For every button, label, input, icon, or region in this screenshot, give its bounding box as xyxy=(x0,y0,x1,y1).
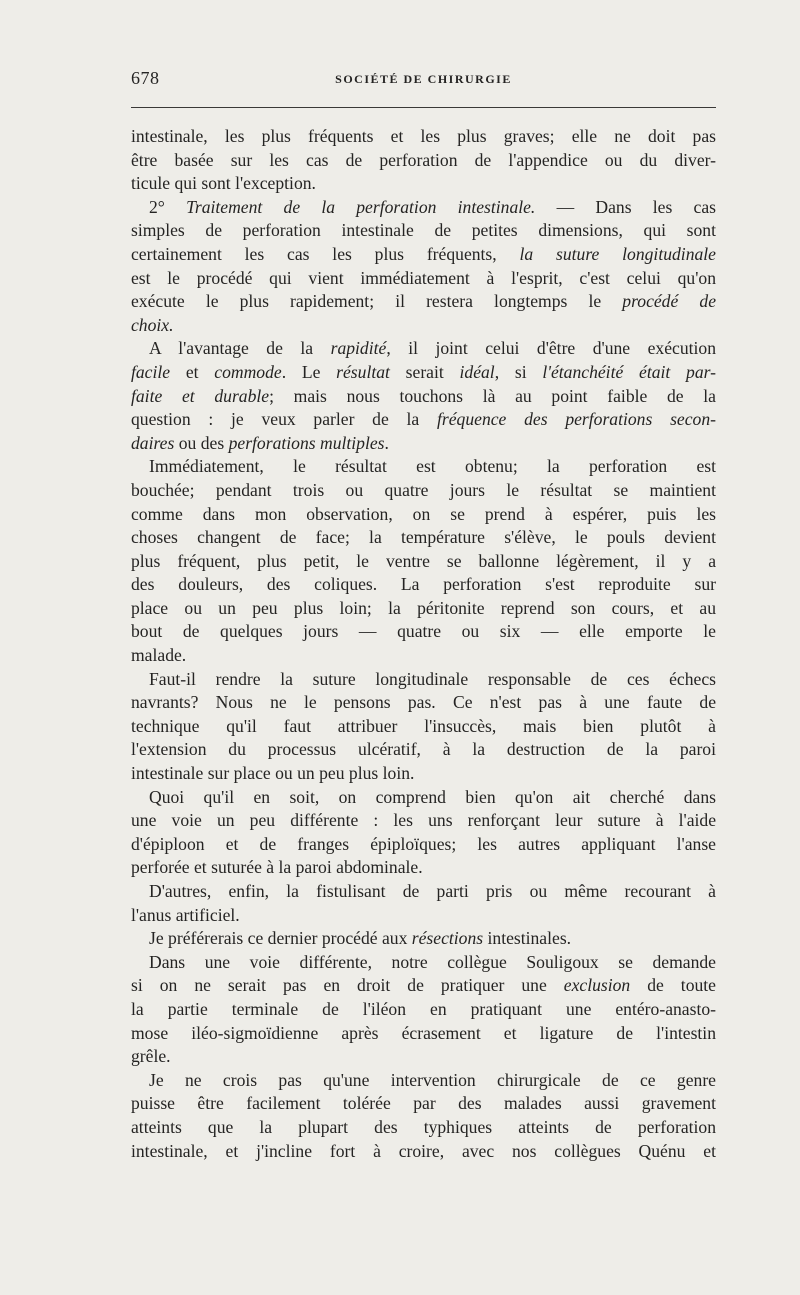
text-line xyxy=(131,479,716,503)
text-run: . xyxy=(384,432,389,453)
text-run: serait xyxy=(389,361,460,382)
text-run: Je ne crois pas qu'une intervention chirurgicale de ce genre xyxy=(149,1069,716,1090)
text-run: intestinale sur place ou un peu plus loin. xyxy=(131,763,415,784)
text-run: simples de perforation intestinale de petites dimensions, qui sont xyxy=(131,220,716,241)
italic-text: commode xyxy=(214,361,282,382)
text-line xyxy=(131,1045,716,1069)
text-run: , il joint celui d'être d'une exécution xyxy=(386,338,716,359)
text-run: ou des xyxy=(174,432,229,453)
text-line xyxy=(131,1140,716,1164)
text-line xyxy=(131,573,716,597)
italic-text: résultat xyxy=(336,361,390,382)
text-run: ticule qui sont l'exception. xyxy=(131,173,316,194)
text-run: mose iléo-sigmoïdienne après écrasement et ligature de l'intestin xyxy=(131,1022,716,1043)
text-run: intestinales. xyxy=(483,928,572,949)
text-line xyxy=(131,856,716,880)
text-run: Dans une voie différente, notre collègue Souligoux se demande xyxy=(149,951,716,972)
text-run: l'extension du processus ulcératif, à la destruction de la paroi xyxy=(131,739,716,760)
text-run: Immédiatement, le résultat est obtenu; la perforation est xyxy=(149,456,716,477)
italic-text: procédé de xyxy=(622,291,717,312)
text-run: D'autres, enfin, la fistulisant de parti pris ou même recourant à xyxy=(149,881,716,901)
text-line xyxy=(131,833,716,857)
text-run: puisse être facilement tolérée par des malades aussi gravement xyxy=(131,1093,716,1114)
italic-text: la suture longitudinale xyxy=(519,243,716,264)
text-line xyxy=(131,243,716,267)
text-run: de toute xyxy=(630,975,716,996)
text-run: perforée et suturée à la paroi abdominale. xyxy=(131,857,423,878)
text-run: d'épiploon et de franges épiploïques; les autres appliquant l'anse xyxy=(131,833,716,854)
text-run: ; mais nous touchons là au point faible de la xyxy=(269,385,716,406)
text-run: plus fréquent, plus petit, le ventre se ballonne légèrement, il y a xyxy=(131,550,716,571)
text-line xyxy=(131,668,716,692)
italic-text: exclusion xyxy=(563,975,631,996)
text-run: malade. xyxy=(131,645,187,666)
text-run: l'anus artificiel. xyxy=(131,904,240,925)
text-line xyxy=(131,503,716,527)
text-line xyxy=(131,314,716,338)
text-line xyxy=(131,620,716,644)
text-line xyxy=(131,597,716,621)
text-line xyxy=(131,219,716,243)
text-run: exécute le plus rapidement; il restera longtemps le xyxy=(131,291,623,312)
text-run: la partie terminale de l'iléon en pratiquant une entéro-anasto- xyxy=(131,998,716,1019)
text-run: — Dans les cas xyxy=(535,196,716,217)
text-line xyxy=(131,290,716,314)
text-run: question : je veux parler de la xyxy=(131,409,437,430)
text-run: comme dans mon observation, on se prend à espérer, puis les xyxy=(131,503,716,524)
text-line xyxy=(131,998,716,1022)
text-run: atteints que la plupart des typhiques atteints de perforation xyxy=(131,1116,716,1137)
italic-text: Traitement de la perforation intestinale. xyxy=(186,196,536,217)
text-line xyxy=(131,691,716,715)
text-line xyxy=(131,1069,716,1093)
text-line xyxy=(131,1092,716,1116)
italic-text: faite et durable xyxy=(131,385,270,406)
text-line xyxy=(131,455,716,479)
text-run: Quoi qu'il en soit, on comprend bien qu'on ait cherché dans xyxy=(149,786,716,807)
page-header xyxy=(131,68,716,98)
running-head: SOCIÉTÉ DE CHIRURGIE xyxy=(335,72,512,86)
text-line xyxy=(131,385,716,409)
text-run: est le procédé qui vient immédiatement à l'esprit, c'est celui qu'on xyxy=(131,267,716,288)
text-line xyxy=(131,550,716,574)
italic-text: choix. xyxy=(131,314,174,335)
italic-text: facile xyxy=(131,361,171,382)
text-run: être basée sur les cas de perforation de l'appendice ou du diver- xyxy=(131,149,716,170)
text-line xyxy=(131,1022,716,1046)
text-line xyxy=(131,1116,716,1140)
text-run: . Le xyxy=(281,361,337,382)
italic-text: perforations multiples xyxy=(228,432,385,453)
text-run: et xyxy=(170,361,215,382)
text-run: bouchée; pendant trois ou quatre jours le résultat se maintient xyxy=(131,479,716,500)
text-run: si on ne serait pas en droit de pratiquer une xyxy=(131,975,564,996)
text-run: intestinale, et j'incline fort à croire, avec nos collègues Quénu et xyxy=(131,1140,716,1161)
text-line xyxy=(131,125,716,149)
text-line xyxy=(131,196,716,220)
text-line xyxy=(131,172,716,196)
text-line xyxy=(131,809,716,833)
text-line xyxy=(131,738,716,762)
text-run: grêle. xyxy=(131,1046,171,1067)
text-run: , si xyxy=(494,361,543,382)
italic-text: l'étanchéité était par- xyxy=(542,361,716,382)
text-line xyxy=(131,149,716,173)
text-run: A l'avantage de la xyxy=(149,338,331,359)
italic-text: rapidité xyxy=(330,338,387,359)
text-line xyxy=(131,974,716,998)
text-run: technique qu'il faut attribuer l'insuccès, mais bien plutôt à xyxy=(131,715,716,736)
italic-text: idéal xyxy=(459,361,495,382)
text-line xyxy=(131,951,716,975)
text-line xyxy=(131,408,716,432)
text-line xyxy=(131,644,716,668)
text-line xyxy=(131,786,716,810)
italic-text: résections xyxy=(411,928,484,949)
text-run: navrants? Nous ne le pensons pas. Ce n'est pas à une faute de xyxy=(131,692,716,713)
text-run: 2° xyxy=(149,196,187,217)
text-run: Faut-il rendre la suture longitudinale responsable de ces échecs xyxy=(149,668,716,689)
text-line xyxy=(131,927,716,951)
text-line xyxy=(131,762,716,786)
text-line xyxy=(131,880,716,904)
text-run: des douleurs, des coliques. La perforation s'est reproduite sur xyxy=(131,574,716,595)
text-run: une voie un peu différente : les uns renforçant leur suture à l'aide xyxy=(131,810,716,831)
text-run: bout de quelques jours — quatre ou six — elle emporte le xyxy=(131,621,716,642)
italic-text: fréquence des perforations secon- xyxy=(437,409,716,430)
header-rule xyxy=(131,107,716,108)
italic-text: daires xyxy=(131,432,175,453)
text-line xyxy=(131,715,716,739)
text-run: Je préférerais ce dernier procédé aux xyxy=(149,928,412,949)
text-run: choses changent de face; la température s'élève, le pouls devient xyxy=(131,527,716,548)
text-line xyxy=(131,904,716,928)
text-run: intestinale, les plus fréquents et les plus graves; elle ne doit pas xyxy=(131,126,716,146)
body-text xyxy=(131,125,716,1163)
text-run: place ou un peu plus loin; la péritonite reprend son cours, et au xyxy=(131,597,716,618)
text-line xyxy=(131,337,716,361)
text-line xyxy=(131,432,716,456)
text-line xyxy=(131,526,716,550)
text-line xyxy=(131,267,716,291)
text-line xyxy=(131,361,716,385)
text-run: certainement les cas les plus fréquents, xyxy=(131,243,520,264)
page-number: 678 xyxy=(131,68,160,88)
